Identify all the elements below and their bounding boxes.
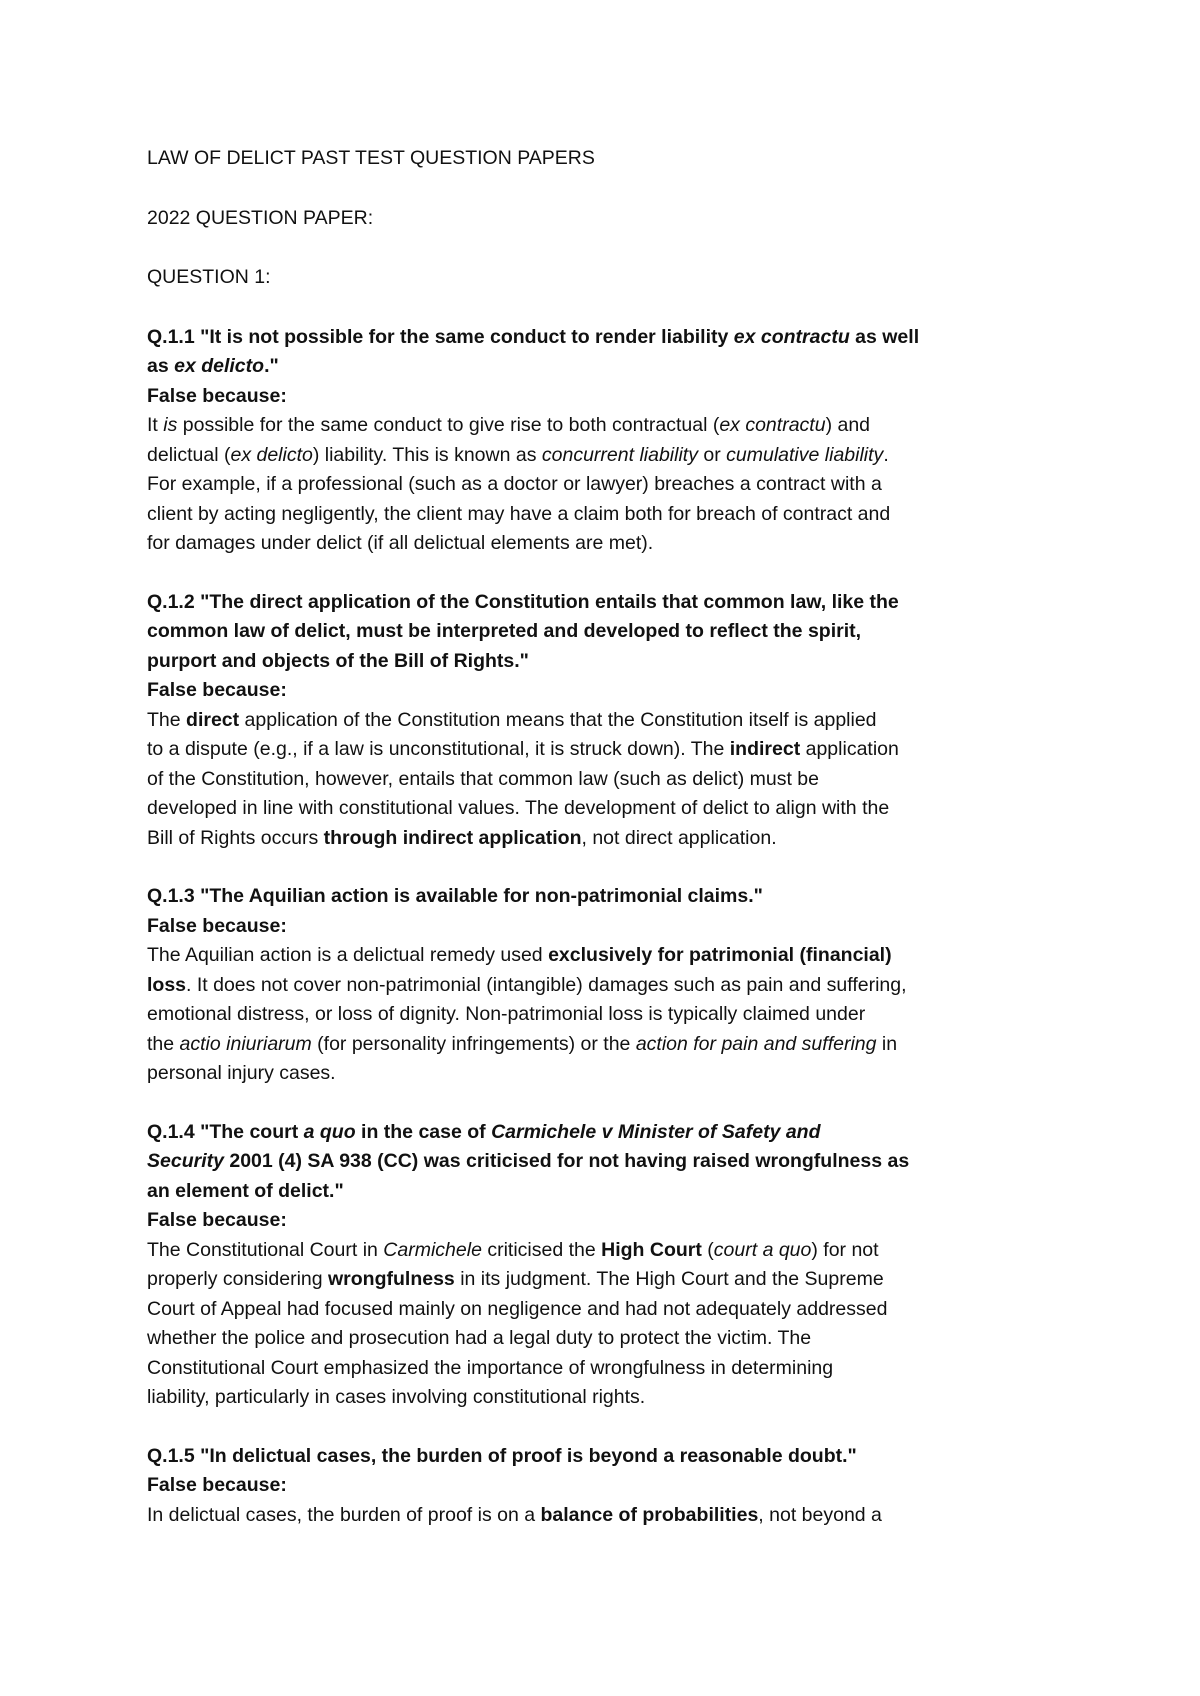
text-segment: to a dispute (e.g., if a law is unconstitutional, it is struck down). The xyxy=(147,738,730,760)
text-segment: ) for not xyxy=(811,1238,879,1261)
question-1-2-heading-line-1: Q.1.2 "The direct application of the Constitution entails that common law, like the xyxy=(147,590,899,613)
false-because-label: False because: xyxy=(147,1474,287,1496)
text-segment: through indirect application xyxy=(323,826,582,849)
text-segment: application of the Constitution means that the Constitution itself is applied xyxy=(239,708,877,731)
text-segment: application xyxy=(800,738,899,760)
text-segment: ) and xyxy=(825,414,871,436)
answer-line: Constitutional Court emphasized the importance of wrongfulness in determining xyxy=(147,1356,834,1379)
text-segment: balance of probabilities xyxy=(540,1503,759,1526)
text-segment: or xyxy=(697,443,727,466)
answer-line xyxy=(147,441,1077,471)
text-segment: a quo xyxy=(303,1120,356,1143)
question-1-2-heading-line-2: common law of delict, must be interpreted and developed to reflect the spirit, xyxy=(147,620,862,642)
text-segment: indirect xyxy=(729,738,801,760)
question-1-2-heading-line-3: purport and objects of the Bill of Rights." xyxy=(147,649,529,672)
answer-line xyxy=(147,1030,1077,1060)
answer-line: For example, if a professional (such as a doctor or lawyer) breaches a contract with a xyxy=(147,473,882,495)
question-1-1-heading-line-2 xyxy=(147,352,1077,382)
false-because-label: False because: xyxy=(147,679,287,701)
question-1-5-heading: Q.1.5 "In delictual cases, the burden of proof is beyond a reasonable doubt." xyxy=(147,1444,857,1467)
false-because-label: False because: xyxy=(147,1209,287,1231)
answer-line xyxy=(147,824,1077,854)
false-because-label: False because: xyxy=(147,914,287,937)
text-segment: ex contractu xyxy=(733,325,850,348)
question-heading: QUESTION 1: xyxy=(147,266,271,288)
text-segment: , not direct application. xyxy=(581,826,777,849)
text-segment: ex contractu xyxy=(719,414,826,436)
question-1-1 xyxy=(147,323,1077,559)
false-because-label: False because: xyxy=(147,384,287,407)
text-segment: as xyxy=(147,355,175,377)
answer-line xyxy=(147,735,1077,765)
text-segment: concurrent liability xyxy=(541,443,698,466)
text-segment: as well xyxy=(849,325,920,348)
text-segment: In delictual cases, the burden of proof is on a xyxy=(147,1503,541,1526)
document-page xyxy=(147,144,1077,1559)
answer-line: of the Constitution, however, entails that common law (such as delict) must be xyxy=(147,767,819,790)
text-segment: Security xyxy=(147,1150,224,1172)
text-segment: . It does not cover non-patrimonial (intangible) damages such as pain and suffering, xyxy=(186,973,907,996)
text-segment: in its judgment. The High Court and the Supreme xyxy=(454,1268,884,1290)
text-segment: delictual ( xyxy=(147,443,231,466)
answer-line: Court of Appeal had focused mainly on negligence and had not adequately addressed xyxy=(147,1297,888,1320)
paper-title: 2022 QUESTION PAPER: xyxy=(147,206,374,229)
answer-line xyxy=(147,1501,1077,1531)
text-segment: ex delicto xyxy=(174,355,265,377)
question-1-3 xyxy=(147,882,1077,1089)
document-title: LAW OF DELICT PAST TEST QUESTION PAPERS xyxy=(147,147,595,169)
text-segment: possible for the same conduct to give rise to both contractual ( xyxy=(177,414,720,436)
text-segment: (for personality infringements) or the xyxy=(311,1032,636,1055)
answer-line xyxy=(147,971,1077,1001)
text-segment: Q.1.4 "The court xyxy=(147,1120,304,1143)
answer-line: whether the police and prosecution had a legal duty to protect the victim. The xyxy=(147,1327,812,1349)
question-1-4-heading-line-3: an element of delict." xyxy=(147,1179,344,1202)
text-segment: the xyxy=(147,1032,180,1055)
text-segment: in the case of xyxy=(355,1120,492,1143)
question-1-5 xyxy=(147,1442,1077,1531)
text-segment: The Constitutional Court in xyxy=(147,1238,384,1261)
text-segment: exclusively for patrimonial (financial) xyxy=(548,944,892,966)
question-1-2 xyxy=(147,588,1077,854)
answer-line xyxy=(147,1236,1077,1266)
text-segment: High Court xyxy=(601,1238,702,1261)
text-segment: 2001 (4) SA 938 (CC) was criticised for not having raised wrongfulness as xyxy=(223,1150,910,1172)
text-segment: actio iniuriarum xyxy=(179,1032,312,1055)
question-1-3-heading: Q.1.3 "The Aquilian action is available for non-patrimonial claims." xyxy=(147,885,763,907)
text-segment: wrongfulness xyxy=(328,1268,455,1290)
text-segment: action for pain and suffering xyxy=(635,1032,877,1055)
text-segment: Q.1.1 "It is not possible for the same conduct to render liability xyxy=(147,325,734,348)
question-1-4-heading-line-1 xyxy=(147,1118,1077,1148)
text-segment: direct xyxy=(186,708,240,731)
answer-line: developed in line with constitutional values. The development of delict to align with the xyxy=(147,797,890,819)
text-segment: ) liability. This is known as xyxy=(312,443,542,466)
text-segment: is xyxy=(163,414,178,436)
question-1-4 xyxy=(147,1118,1077,1413)
text-segment: , not beyond a xyxy=(758,1503,882,1526)
text-segment: in xyxy=(876,1032,898,1055)
answer-line: personal injury cases. xyxy=(147,1062,336,1084)
answer-line: client by acting negligently, the client may have a claim both for breach of contract and xyxy=(147,502,891,525)
text-segment: properly considering xyxy=(147,1268,329,1290)
text-segment: It xyxy=(147,414,164,436)
text-segment: criticised the xyxy=(481,1238,602,1261)
answer-line xyxy=(147,1265,1077,1295)
text-segment: court a quo xyxy=(713,1238,812,1261)
answer-line xyxy=(147,706,1077,736)
text-segment: loss xyxy=(147,973,187,996)
text-segment: cumulative liability xyxy=(726,443,884,466)
answer-line: emotional distress, or loss of dignity. Non-patrimonial loss is typically claimed under xyxy=(147,1003,866,1025)
text-segment: Bill of Rights occurs xyxy=(147,826,324,849)
question-1-4-heading-line-2 xyxy=(147,1147,1077,1177)
text-segment: . xyxy=(883,443,889,466)
answer-line: liability, particularly in cases involving constitutional rights. xyxy=(147,1386,646,1408)
text-segment: Carmichele xyxy=(383,1238,482,1261)
text-segment: ( xyxy=(701,1238,714,1261)
question-1-1-heading-line-1 xyxy=(147,323,1077,353)
text-segment: Carmichele v Minister of Safety and xyxy=(491,1120,821,1143)
text-segment: ex delicto xyxy=(230,443,313,466)
text-segment: The Aquilian action is a delictual remedy used xyxy=(147,944,549,966)
text-segment: The xyxy=(147,708,187,731)
answer-line xyxy=(147,411,1077,441)
text-segment: ." xyxy=(264,355,279,377)
answer-line: for damages under delict (if all delictual elements are met). xyxy=(147,532,654,554)
answer-line xyxy=(147,941,1077,971)
